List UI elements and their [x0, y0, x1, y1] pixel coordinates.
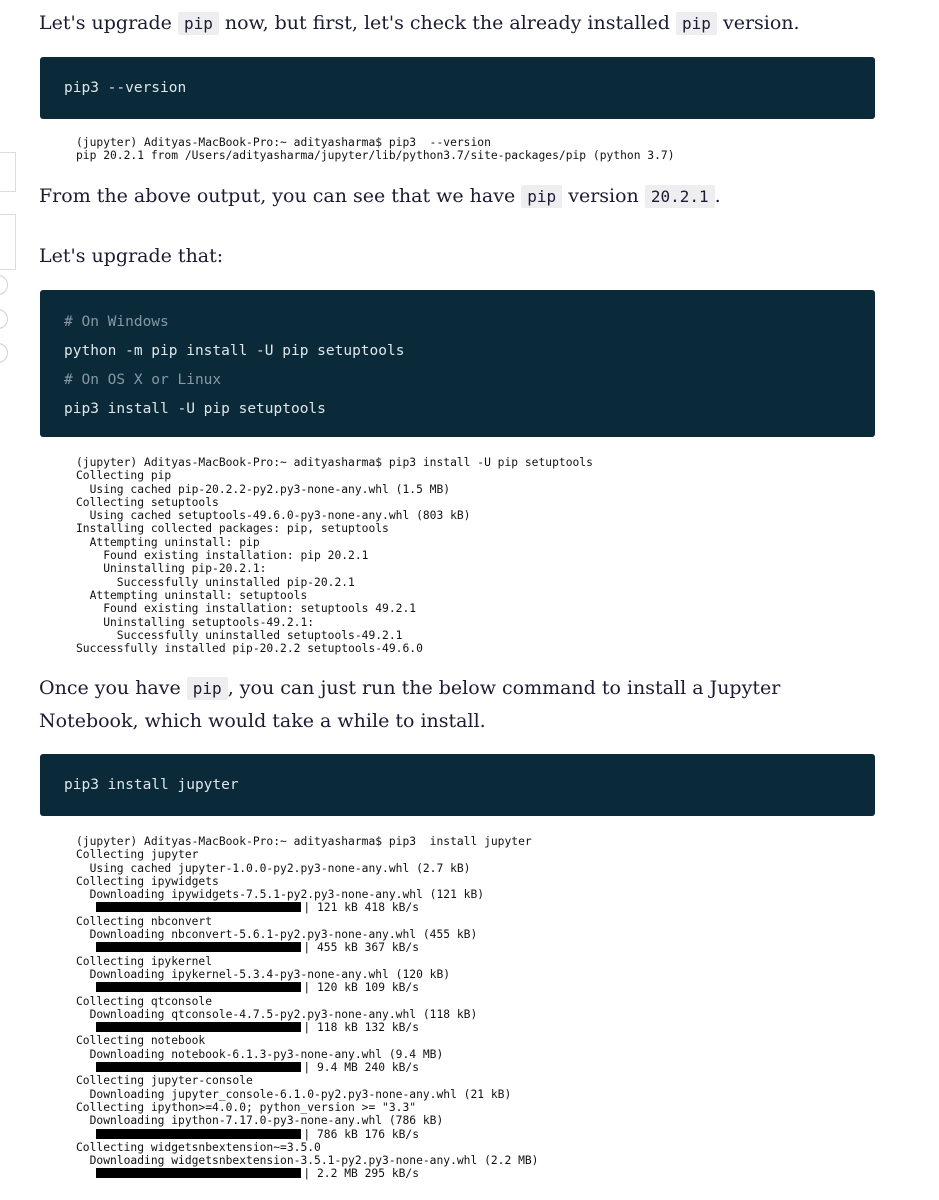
- progress-text: | 121 kB 418 kB/s: [303, 901, 420, 915]
- terminal-line: Using cached jupyter-1.0.0-py2.py3-none-any.whl (2.7 kB): [76, 861, 471, 875]
- terminal-line: Collecting setuptools: [76, 495, 219, 509]
- terminal-output-version: [76, 136, 876, 163]
- text: version.: [716, 12, 800, 34]
- terminal-line: Collecting ipywidgets: [76, 874, 219, 888]
- terminal-line: Collecting notebook: [76, 1034, 206, 1048]
- terminal-line: Using cached setuptools-49.6.0-py3-none-any.whl (803 kB): [76, 509, 471, 523]
- terminal-line: Collecting ipython>=4.0.0; python_version >= "3.3": [76, 1100, 417, 1114]
- progress-bar: [96, 1022, 301, 1032]
- terminal-line: Attempting uninstall: setuptools: [76, 588, 308, 602]
- text: Once you have: [39, 677, 187, 699]
- terminal-line: Successfully uninstalled pip-20.2.1: [76, 575, 355, 589]
- text: , you can just run the below command to install a Jupyter Notebook, which would take a while to install.: [39, 677, 781, 732]
- progress-line: [76, 1167, 876, 1180]
- terminal-output-jupyter-install: [76, 835, 876, 1181]
- code-block-upgrade-pip[interactable]: [40, 290, 875, 437]
- terminal-line: Downloading jupyter_console-6.1.0-py2.py3-none-any.whl (21 kB): [76, 1087, 512, 1101]
- text: now, but first, let's check the already installed: [218, 12, 677, 34]
- terminal-line: Found existing installation: pip 20.2.1: [76, 549, 369, 563]
- progress-text: | 2.2 MB 295 kB/s: [303, 1167, 420, 1181]
- terminal-line: (jupyter) Adityas-MacBook-Pro:~ adityasharma$ pip3 --version: [76, 136, 491, 149]
- progress-text: | 786 kB 176 kB/s: [303, 1127, 420, 1141]
- terminal-line: Downloading nbconvert-5.6.1-py2.py3-none-any.whl (455 kB): [76, 928, 478, 942]
- share-circle-3[interactable]: [0, 343, 8, 363]
- paragraph-pip-version-result: [39, 180, 879, 213]
- terminal-line: Successfully installed pip-20.2.2 setuptools-49.6.0: [76, 642, 423, 656]
- terminal-line: Found existing installation: setuptools 49.2.1: [76, 602, 417, 616]
- terminal-line: Uninstalling setuptools-49.2.1:: [76, 615, 315, 629]
- terminal-line: (jupyter) Adityas-MacBook-Pro:~ adityasharma$ pip3 install -U pip setuptools: [76, 456, 593, 469]
- inline-code: pip: [676, 12, 717, 35]
- progress-line: [76, 981, 876, 994]
- progress-bar: [96, 902, 301, 912]
- terminal-line: Collecting qtconsole: [76, 994, 213, 1008]
- text: version: [562, 185, 645, 207]
- terminal-line: Collecting ipykernel: [76, 954, 213, 968]
- code-comment: # On Windows: [64, 314, 169, 330]
- code-line: pip3 install -U pip setuptools: [64, 401, 326, 417]
- terminal-line: Attempting uninstall: pip: [76, 535, 260, 549]
- inline-code: pip: [187, 677, 228, 700]
- progress-bar: [96, 1168, 301, 1178]
- progress-bar: [96, 942, 301, 952]
- share-widget-tab-2[interactable]: [0, 214, 16, 270]
- share-circle-2[interactable]: [0, 309, 8, 329]
- share-circle-1[interactable]: [0, 275, 8, 295]
- terminal-line: Downloading ipython-7.17.0-py3-none-any.whl (786 kB): [76, 1114, 444, 1128]
- progress-line: [76, 1061, 876, 1074]
- terminal-line: Collecting pip: [76, 469, 172, 483]
- paragraph-check-pip-version: [39, 7, 879, 40]
- code-line: pip3 install jupyter: [64, 777, 239, 793]
- progress-text: | 120 kB 109 kB/s: [303, 981, 420, 995]
- terminal-line: Successfully uninstalled setuptools-49.2.1: [76, 628, 403, 642]
- progress-line: [76, 1128, 876, 1141]
- terminal-line: Downloading notebook-6.1.3-py3-none-any.whl (9.4 MB): [76, 1047, 444, 1061]
- terminal-line: Downloading ipywidgets-7.5.1-py2.py3-none-any.whl (121 kB): [76, 888, 485, 902]
- paragraph-upgrade: Let's upgrade that:: [39, 245, 224, 267]
- code-line: python -m pip install -U pip setuptools: [64, 343, 405, 359]
- terminal-line: Collecting widgetsnbextension~=3.5.0: [76, 1140, 321, 1154]
- text: Let's upgrade: [39, 12, 178, 34]
- progress-line: [76, 901, 876, 914]
- terminal-line: Downloading widgetsnbextension-3.5.1-py2.py3-none-any.whl (2.2 MB): [76, 1154, 539, 1168]
- progress-bar: [96, 1129, 301, 1139]
- text: .: [714, 185, 721, 207]
- progress-text: | 9.4 MB 240 kB/s: [303, 1061, 420, 1075]
- code-line: pip3 --version: [64, 80, 187, 96]
- code-comment: # On OS X or Linux: [64, 372, 222, 388]
- terminal-line: Downloading qtconsole-4.7.5-py2.py3-none-any.whl (118 kB): [76, 1007, 478, 1021]
- share-widget-tab-1[interactable]: [0, 152, 16, 192]
- terminal-line: Downloading ipykernel-5.3.4-py3-none-any.whl (120 kB): [76, 967, 451, 981]
- terminal-line: Installing collected packages: pip, setuptools: [76, 522, 389, 536]
- terminal-line: Collecting jupyter-console: [76, 1074, 253, 1088]
- inline-code: pip: [178, 12, 219, 35]
- paragraph-install-jupyter: [39, 672, 879, 738]
- text: From the above output, you can see that we have: [39, 185, 522, 207]
- terminal-output-upgrade: [76, 456, 876, 655]
- terminal-line: Collecting nbconvert: [76, 914, 213, 928]
- terminal-line: Collecting jupyter: [76, 848, 199, 862]
- inline-code: pip: [521, 185, 562, 208]
- progress-text: | 118 kB 132 kB/s: [303, 1021, 420, 1035]
- progress-bar: [96, 1062, 301, 1072]
- terminal-line: pip 20.2.1 from /Users/adityasharma/jupyter/lib/python3.7/site-packages/pip (python 3.7): [76, 149, 675, 163]
- terminal-line: (jupyter) Adityas-MacBook-Pro:~ adityasharma$ pip3 install jupyter: [76, 835, 532, 848]
- progress-line: [76, 1021, 876, 1034]
- terminal-line: Using cached pip-20.2.2-py2.py3-none-any.whl (1.5 MB): [76, 482, 451, 496]
- code-block-install-jupyter[interactable]: [40, 754, 875, 816]
- progress-line: [76, 941, 876, 954]
- code-block-pip-version[interactable]: [40, 57, 875, 119]
- terminal-line: Uninstalling pip-20.2.1:: [76, 562, 267, 576]
- progress-text: | 455 kB 367 kB/s: [303, 941, 420, 955]
- inline-code: 20.2.1: [645, 185, 715, 208]
- progress-bar: [96, 982, 301, 992]
